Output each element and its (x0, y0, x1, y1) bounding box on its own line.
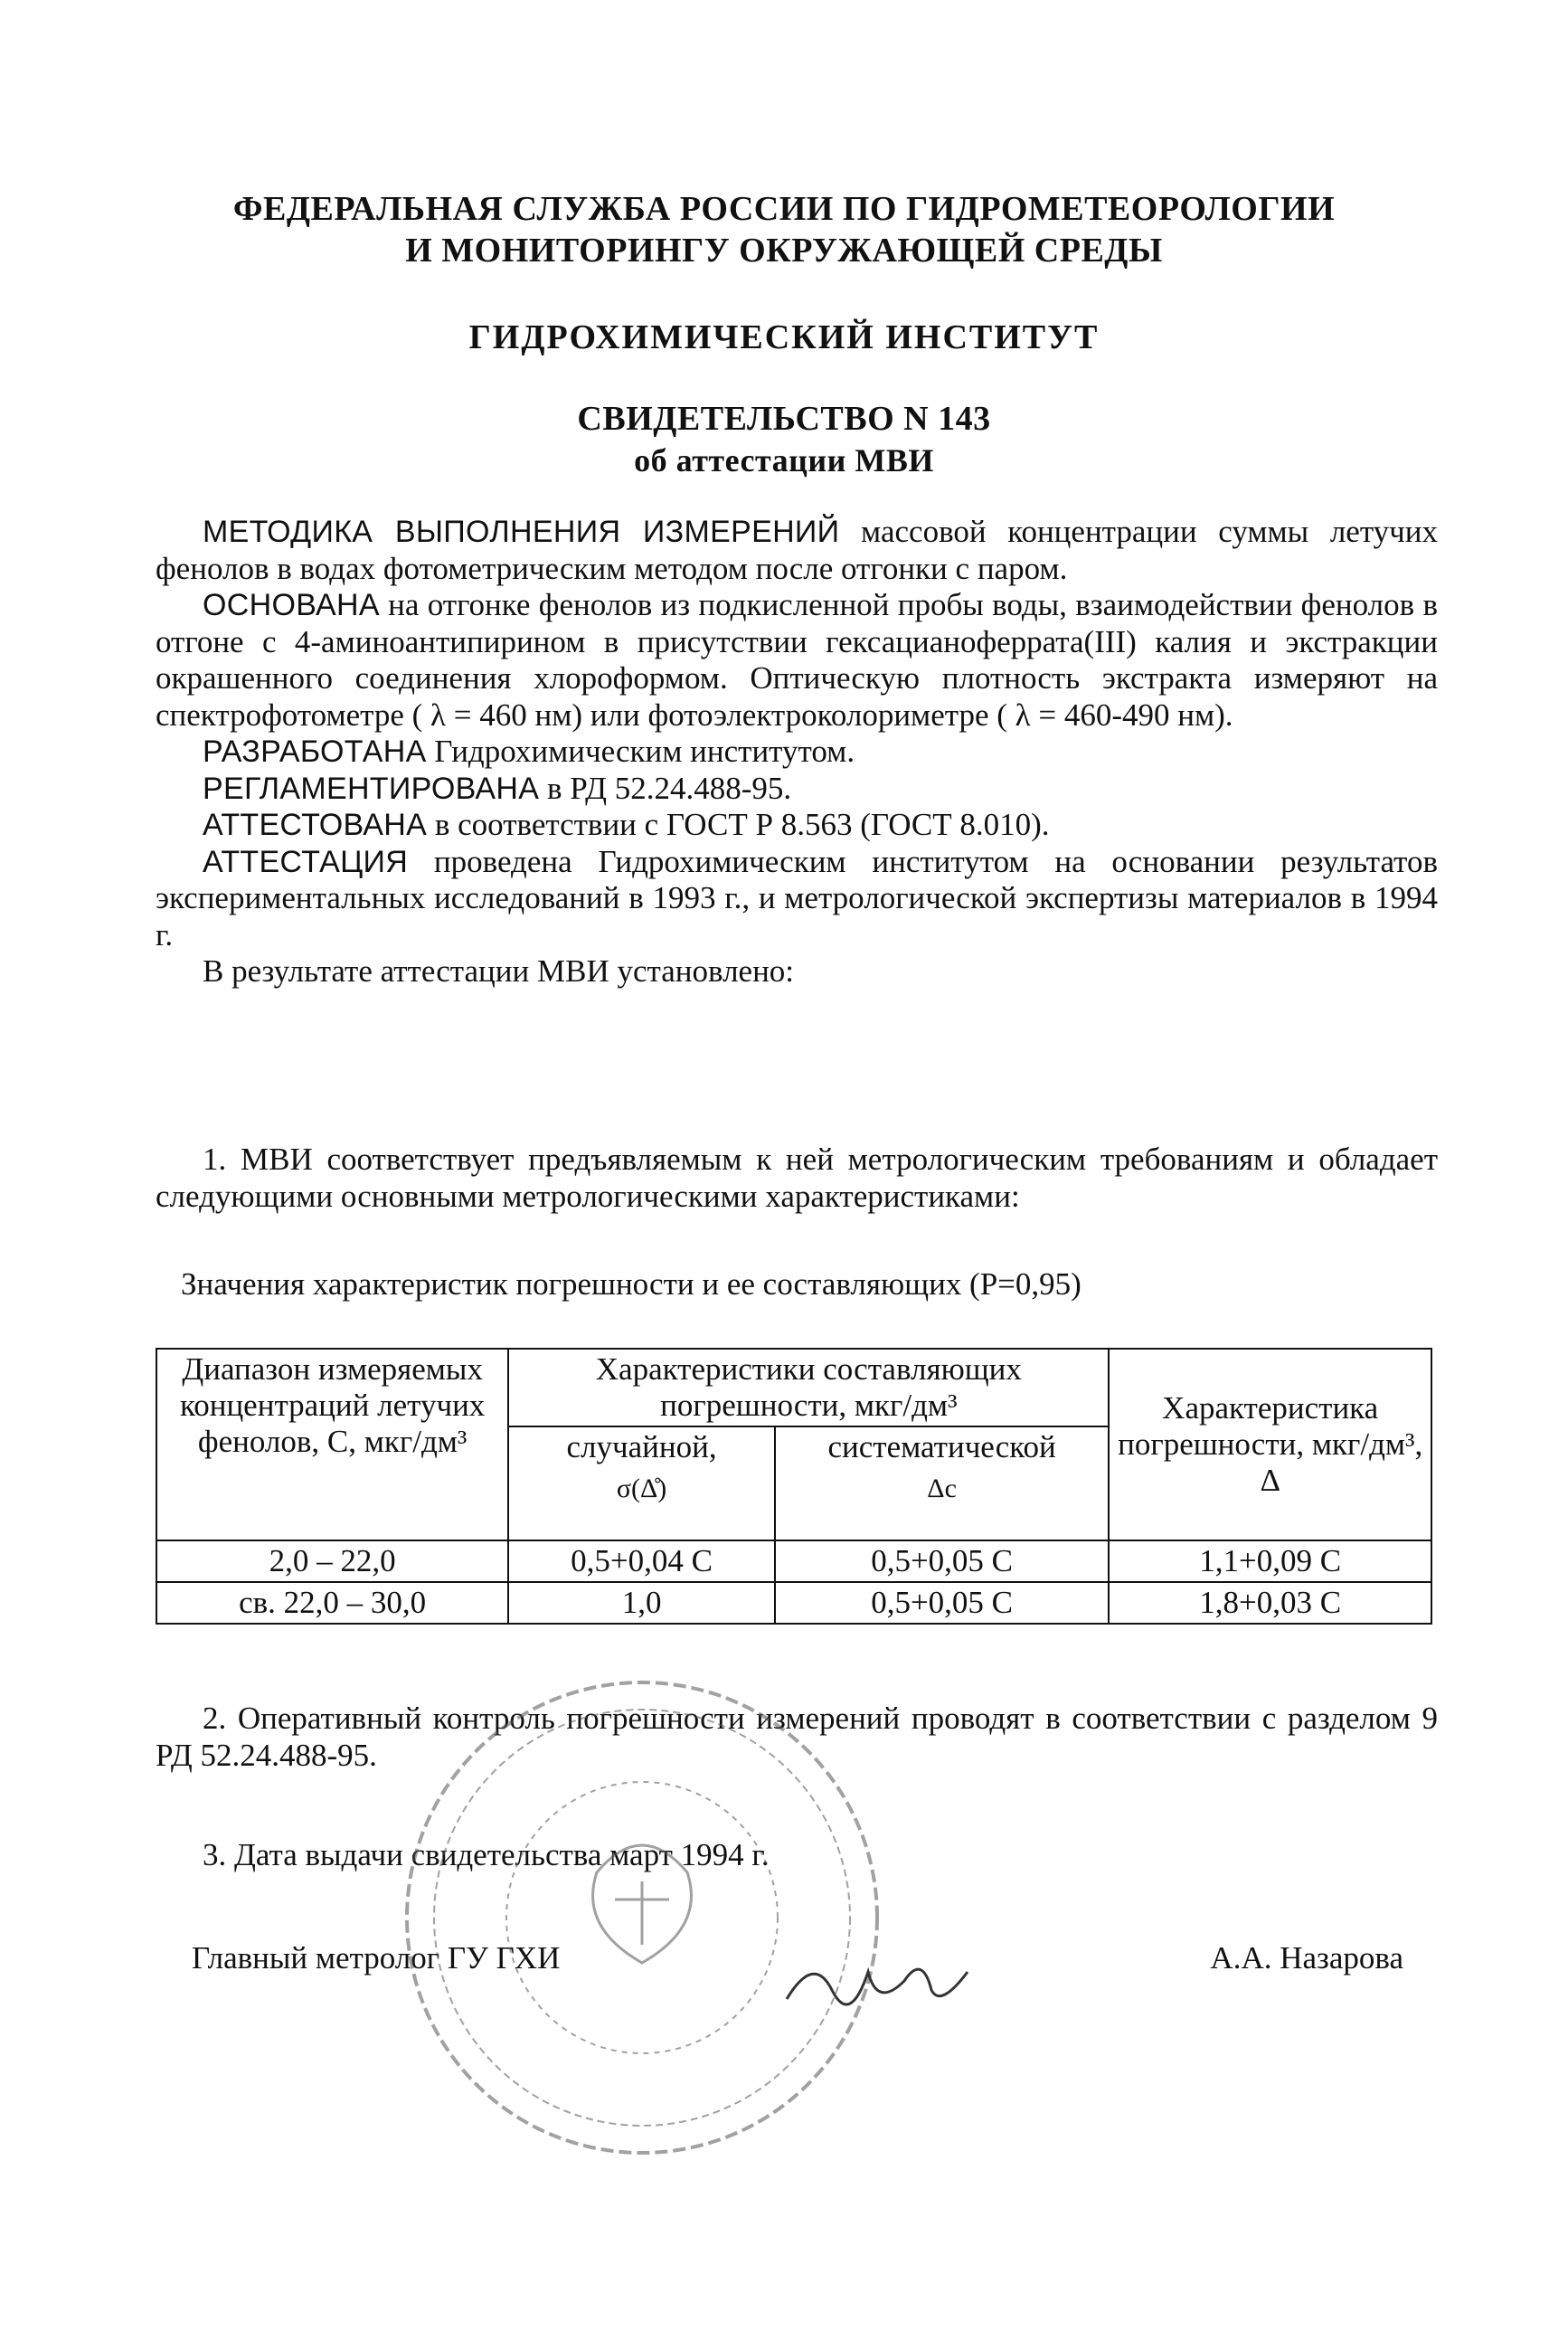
cell-range: 2,0 – 22,0 (156, 1540, 508, 1582)
header-systematic-symbol: Δc (927, 1473, 957, 1503)
developed-rest: Гидрохимическим институтом. (426, 734, 855, 769)
cell-random: 0,5+0,04 С (508, 1540, 775, 1582)
method-title-paragraph (156, 514, 1438, 587)
regulated-paragraph (156, 771, 1438, 808)
cell-random: 1,0 (508, 1582, 775, 1624)
agency-header (0, 188, 1568, 271)
method-description (156, 514, 1438, 990)
cell-range: св. 22,0 – 30,0 (156, 1582, 508, 1624)
cell-systematic: 0,5+0,05 С (775, 1540, 1110, 1582)
signatory-position: Главный метролог ГУ ГХИ (192, 1940, 561, 1976)
method-title-rest: массовой концентрации суммы летучих фенолов в водах фотометрическим методом после отгонки с паром. (156, 514, 1439, 586)
header-random (508, 1426, 775, 1540)
attestation-rest: проведена Гидрохимическим институтом на основании результатов экспериментальных исследований в 1993 г., и метрологической экспертизы материалов в 1994 г. (156, 843, 1438, 952)
certified-paragraph (156, 807, 1438, 844)
based-paragraph (156, 587, 1438, 734)
table-row (156, 1540, 1431, 1582)
developed-paragraph (156, 734, 1438, 771)
header-range: Диапазон измеряемых концентраций летучих фенолов, С, мкг/дм³ (156, 1349, 508, 1540)
certificate-heading (0, 398, 1568, 481)
cell-systematic: 0,5+0,05 С (775, 1582, 1110, 1624)
table-row (156, 1582, 1431, 1624)
based-lead: ОСНОВАНА (203, 588, 380, 622)
attestation-lead: АТТЕСТАЦИЯ (203, 844, 409, 879)
cell-total: 1,1+0,09 С (1109, 1540, 1431, 1582)
result-point-1 (156, 1142, 1438, 1215)
developed-lead: РАЗРАБОТАНА (203, 734, 427, 769)
agency-line-1: ФЕДЕРАЛЬНАЯ СЛУЖБА РОССИИ ПО ГИДРОМЕТЕОРОЛОГИИ (232, 190, 1336, 228)
header-total-error: Характеристика погрешности, мкг/дм³, Δ (1109, 1349, 1431, 1540)
cell-total: 1,8+0,03 С (1109, 1582, 1431, 1624)
attestation-paragraph (156, 844, 1438, 954)
characteristics-table (156, 1348, 1432, 1625)
based-rest: на отгонке фенолов из подкисленной пробы воды, взаимодействии фенолов в отгоне с 4-аминоантипирином в присутствии гексацианоферрата(III) калия и экстракции окрашенного соединения хлороформом. Оптическую плотность экстракта измеряют на спектрофотометре ( λ = 460 нм) или фотоэлектроколориметре ( λ = 460-490 нм). (156, 587, 1438, 733)
result-intro: В результате аттестации МВИ установлено: (203, 953, 795, 989)
certificate-title: СВИДЕТЕЛЬСТВО N 143 (577, 400, 991, 438)
table-header-row (156, 1349, 1431, 1426)
header-random-symbol: σ(Δ̊) (616, 1473, 667, 1503)
point-2-text: 2. Оперативный контроль погрешности измерений проводят в соответствии с разделом 9 РД 52.24.488-95. (156, 1701, 1438, 1773)
header-systematic (775, 1426, 1110, 1540)
certified-lead: АТТЕСТОВАНА (203, 808, 428, 842)
point-1-text: 1. МВИ соответствует предъявляемым к ней метрологическим требованиям и обладает следующими основными метрологическими характеристиками: (156, 1142, 1438, 1214)
regulated-rest: в РД 52.24.488-95. (539, 770, 792, 806)
official-stamp (389, 1664, 895, 2171)
header-components: Характеристики составляющих погрешности, мкг/дм³ (508, 1349, 1109, 1426)
signatory-name: А.А. Назарова (1210, 1940, 1403, 1976)
table-title: Значения характеристик погрешности и ее составляющих (Р=0,95) (181, 1266, 1082, 1302)
handwritten-signature (778, 1945, 986, 2026)
certified-rest: в соответствии с ГОСТ Р 8.563 (ГОСТ 8.010). (427, 807, 1050, 842)
method-title-lead: МЕТОДИКА ВЫПОЛНЕНИЯ ИЗМЕРЕНИЙ (203, 515, 840, 549)
header-systematic-label: систематической (827, 1429, 1056, 1464)
agency-line-2: И МОНИТОРИНГУ ОКРУЖАЮЩЕЙ СРЕДЫ (405, 232, 1163, 270)
certificate-subtitle: об аттестации МВИ (634, 442, 934, 479)
regulated-lead: РЕГЛАМЕНТИРОВАНА (203, 771, 540, 806)
institute-name: ГИДРОХИМИЧЕСКИЙ ИНСТИТУТ (468, 318, 1100, 356)
point-3-text: 3. Дата выдачи свидетельства март 1994 г. (203, 1837, 770, 1872)
header-random-label: случайной, (566, 1429, 717, 1464)
